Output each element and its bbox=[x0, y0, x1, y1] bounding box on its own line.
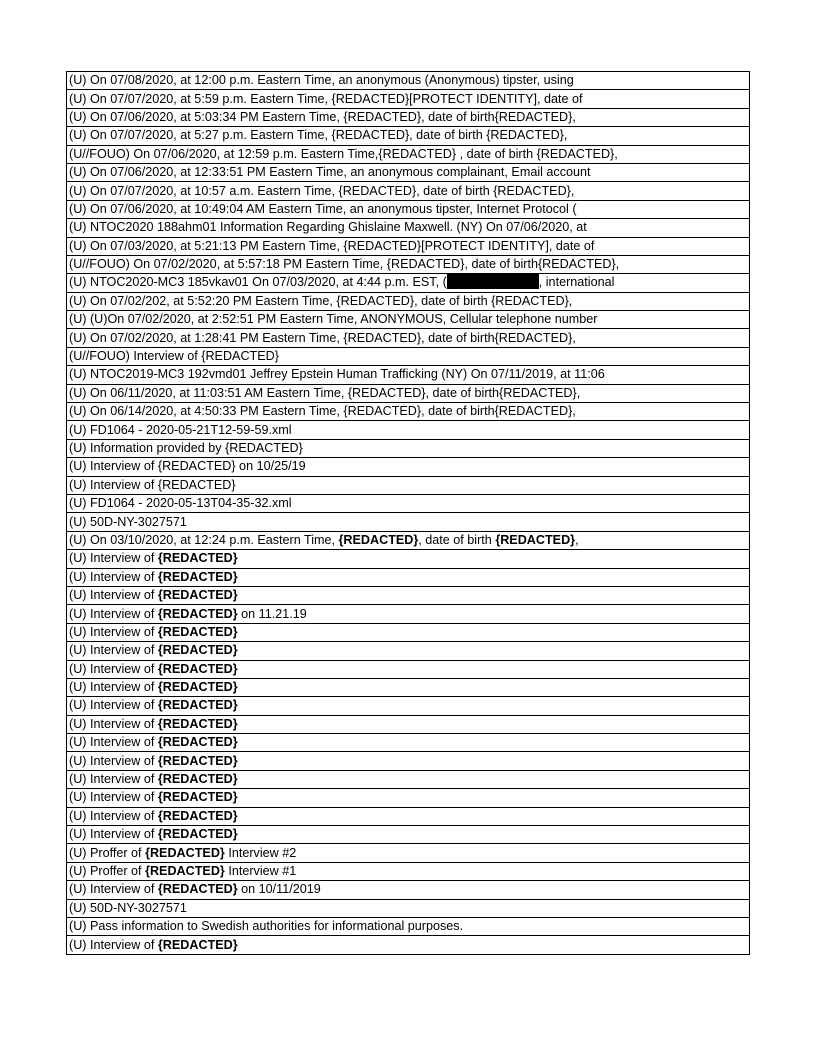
record-text: (U) Interview of bbox=[69, 680, 158, 695]
table-row bbox=[67, 752, 750, 770]
record-text: (U) Interview of bbox=[69, 698, 158, 713]
records-table-body bbox=[67, 72, 750, 955]
record-cell bbox=[67, 513, 750, 531]
record-cell bbox=[67, 642, 750, 660]
redacted-label: {REDACTED} bbox=[157, 624, 238, 639]
table-row bbox=[67, 347, 750, 365]
table-row bbox=[67, 807, 750, 825]
record-text: (U) On 07/02/202, at 5:52:20 PM Eastern Time, {REDACTED}, date of birth {REDACTED}, bbox=[69, 293, 573, 308]
table-row bbox=[67, 311, 750, 329]
table-row bbox=[67, 403, 750, 421]
record-text: (U) Interview of {REDACTED} bbox=[69, 477, 236, 492]
record-text: (U) Proffer of bbox=[69, 863, 146, 878]
redacted-label: {REDACTED} bbox=[157, 643, 238, 658]
record-cell bbox=[67, 421, 750, 439]
record-text: (U) On 07/02/2020, at 1:28:41 PM Eastern Time, {REDACTED}, date of birth{REDACTED}, bbox=[69, 330, 576, 345]
record-cell bbox=[67, 403, 750, 421]
redacted-label: {REDACTED} bbox=[157, 735, 238, 750]
record-cell bbox=[67, 90, 750, 108]
record-text: (U) On 06/14/2020, at 4:50:33 PM Eastern Time, {REDACTED}, date of birth{REDACTED}, bbox=[69, 404, 576, 419]
record-text: (U) (U)On 07/02/2020, at 2:52:51 PM Eastern Time, ANONYMOUS, Cellular telephone number bbox=[69, 312, 598, 327]
redacted-label: {REDACTED} bbox=[157, 551, 238, 566]
table-row bbox=[67, 127, 750, 145]
table-row bbox=[67, 586, 750, 604]
table-row bbox=[67, 642, 750, 660]
redacted-label: {REDACTED} bbox=[338, 532, 419, 547]
table-row bbox=[67, 200, 750, 218]
record-text: (U) Interview of bbox=[69, 551, 158, 566]
redacted-label: {REDACTED} bbox=[157, 698, 238, 713]
table-row bbox=[67, 439, 750, 457]
record-cell bbox=[67, 881, 750, 899]
redacted-label: {REDACTED} bbox=[157, 753, 238, 768]
record-cell bbox=[67, 384, 750, 402]
table-row bbox=[67, 734, 750, 752]
record-cell bbox=[67, 752, 750, 770]
record-text: (U) Interview of bbox=[69, 827, 158, 842]
record-cell bbox=[67, 623, 750, 641]
redacted-label: {REDACTED} bbox=[145, 863, 225, 878]
table-row bbox=[67, 862, 750, 880]
record-text: , date of birth bbox=[418, 532, 496, 547]
table-row bbox=[67, 531, 750, 549]
record-cell bbox=[67, 697, 750, 715]
record-text: (U) On 07/06/2020, at 5:03:34 PM Eastern Time, {REDACTED}, date of birth{REDACTED}, bbox=[69, 109, 576, 124]
record-text: (U) Interview of bbox=[69, 661, 158, 676]
redaction-block bbox=[447, 274, 539, 289]
table-row bbox=[67, 789, 750, 807]
record-text: (U) NTOC2020 188ahm01 Information Regarding Ghislaine Maxwell. (NY) On 07/06/2020, at bbox=[69, 220, 587, 235]
record-cell bbox=[67, 917, 750, 935]
record-text: , international bbox=[538, 275, 615, 290]
record-text: (U) Interview of bbox=[69, 753, 158, 768]
table-row bbox=[67, 936, 750, 954]
table-row bbox=[67, 237, 750, 255]
record-cell bbox=[67, 807, 750, 825]
record-cell bbox=[67, 678, 750, 696]
table-row bbox=[67, 568, 750, 586]
record-cell bbox=[67, 826, 750, 844]
table-row bbox=[67, 108, 750, 126]
record-text: (U) On 07/03/2020, at 5:21:13 PM Eastern Time, {REDACTED}[PROTECT IDENTITY], date of bbox=[69, 238, 595, 253]
record-text: (U) Interview of bbox=[69, 790, 158, 805]
record-text: (U) NTOC2019-MC3 192vmd01 Jeffrey Epstein Human Trafficking (NY) On 07/11/2019, at 11:06 bbox=[69, 367, 605, 382]
record-text: (U) Pass information to Swedish authorities for informational purposes. bbox=[69, 919, 464, 934]
record-text: , bbox=[575, 532, 579, 547]
record-cell bbox=[67, 237, 750, 255]
redacted-label: {REDACTED} bbox=[157, 808, 238, 823]
record-cell bbox=[67, 844, 750, 862]
table-row bbox=[67, 72, 750, 90]
redacted-label: {REDACTED} bbox=[495, 532, 576, 547]
redacted-label: {REDACTED} bbox=[157, 827, 238, 842]
redacted-label: {REDACTED} bbox=[157, 716, 238, 731]
record-text: (U) FD1064 - 2020-05-13T04-35-32.xml bbox=[69, 496, 292, 511]
record-cell bbox=[67, 292, 750, 310]
table-row bbox=[67, 366, 750, 384]
redacted-label: {REDACTED} bbox=[157, 588, 238, 603]
table-row bbox=[67, 513, 750, 531]
record-text: (U) Information provided by {REDACTED} bbox=[69, 441, 303, 455]
record-cell bbox=[67, 311, 750, 329]
record-cell bbox=[67, 200, 750, 218]
record-cell bbox=[67, 568, 750, 586]
records-table bbox=[66, 71, 750, 955]
record-text: (U) On 07/07/2020, at 5:59 p.m. Eastern Time, {REDACTED}[PROTECT IDENTITY], date of bbox=[69, 91, 583, 106]
record-cell bbox=[67, 145, 750, 163]
record-cell bbox=[67, 366, 750, 384]
table-row bbox=[67, 476, 750, 494]
record-cell bbox=[67, 347, 750, 365]
redacted-label: {REDACTED} bbox=[157, 772, 238, 787]
table-row bbox=[67, 605, 750, 623]
redacted-label: {REDACTED} bbox=[145, 845, 225, 860]
record-cell bbox=[67, 550, 750, 568]
record-cell bbox=[67, 108, 750, 126]
record-text: on 10/11/2019 bbox=[237, 882, 321, 897]
record-cell bbox=[67, 163, 750, 181]
record-cell bbox=[67, 127, 750, 145]
table-row bbox=[67, 899, 750, 917]
table-row bbox=[67, 329, 750, 347]
redacted-label: {REDACTED} bbox=[157, 680, 238, 695]
table-row bbox=[67, 678, 750, 696]
record-text: (U) Interview of bbox=[69, 735, 158, 750]
record-cell bbox=[67, 182, 750, 200]
record-text: (U) 50D-NY-3027571 bbox=[69, 900, 187, 915]
redacted-label: {REDACTED} bbox=[157, 661, 238, 676]
table-row bbox=[67, 550, 750, 568]
table-row bbox=[67, 715, 750, 733]
record-text: (U) FD1064 - 2020-05-21T12-59-59.xml bbox=[69, 422, 292, 437]
table-row bbox=[67, 881, 750, 899]
record-cell bbox=[67, 476, 750, 494]
record-text: (U) On 07/06/2020, at 10:49:04 AM Eastern Time, an anonymous tipster, Internet Protocol ( bbox=[69, 201, 577, 216]
record-text: (U) On 07/08/2020, at 12:00 p.m. Eastern Time, an anonymous (Anonymous) tipster, using bbox=[69, 73, 574, 88]
table-row bbox=[67, 274, 750, 292]
table-row bbox=[67, 90, 750, 108]
redacted-label: {REDACTED} bbox=[157, 790, 238, 805]
redacted-label: {REDACTED} bbox=[157, 882, 238, 897]
record-text: (U) Interview of bbox=[69, 882, 158, 897]
record-text: (U) On 06/11/2020, at 11:03:51 AM Eastern Time, {REDACTED}, date of birth{REDACTED}, bbox=[69, 385, 581, 400]
table-row bbox=[67, 844, 750, 862]
record-text: (U) Interview of bbox=[69, 624, 158, 639]
record-text: (U) Interview of bbox=[69, 569, 158, 584]
record-text: Interview #1 bbox=[224, 863, 297, 878]
table-row bbox=[67, 145, 750, 163]
table-row bbox=[67, 384, 750, 402]
table-row bbox=[67, 826, 750, 844]
table-row bbox=[67, 163, 750, 181]
record-cell bbox=[67, 899, 750, 917]
record-text: (U) Interview of bbox=[69, 808, 158, 823]
table-row bbox=[67, 697, 750, 715]
record-cell bbox=[67, 329, 750, 347]
record-cell bbox=[67, 494, 750, 512]
table-row bbox=[67, 770, 750, 788]
table-row bbox=[67, 421, 750, 439]
record-text: (U) NTOC2020-MC3 185vkav01 On 07/03/2020, at 4:44 p.m. EST, ( bbox=[69, 275, 447, 290]
table-row bbox=[67, 292, 750, 310]
record-text: (U) Interview of {REDACTED} on 10/25/19 bbox=[69, 459, 306, 474]
redacted-label: {REDACTED} bbox=[157, 606, 238, 621]
record-text: (U) 50D-NY-3027571 bbox=[69, 514, 187, 529]
record-text: (U) On 07/06/2020, at 12:33:51 PM Eastern Time, an anonymous complainant, Email account bbox=[69, 165, 591, 180]
record-cell bbox=[67, 660, 750, 678]
record-text: (U) Interview of bbox=[69, 606, 158, 621]
record-cell bbox=[67, 219, 750, 237]
record-cell bbox=[67, 586, 750, 604]
record-cell bbox=[67, 734, 750, 752]
record-cell bbox=[67, 439, 750, 457]
record-cell bbox=[67, 458, 750, 476]
record-cell bbox=[67, 936, 750, 954]
record-cell bbox=[67, 789, 750, 807]
record-cell bbox=[67, 531, 750, 549]
record-text: (U//FOUO) On 07/06/2020, at 12:59 p.m. Eastern Time,{REDACTED} , date of birth {REDACTED}, bbox=[69, 146, 618, 161]
record-text: (U//FOUO) On 07/02/2020, at 5:57:18 PM Eastern Time, {REDACTED}, date of birth{REDACTED}, bbox=[69, 257, 620, 272]
table-row bbox=[67, 917, 750, 935]
table-row bbox=[67, 255, 750, 273]
table-row bbox=[67, 182, 750, 200]
record-cell bbox=[67, 715, 750, 733]
record-text: (U) Interview of bbox=[69, 937, 158, 952]
table-row bbox=[67, 494, 750, 512]
record-cell bbox=[67, 605, 750, 623]
record-text: (U) Interview of bbox=[69, 772, 158, 787]
record-cell bbox=[67, 862, 750, 880]
table-row bbox=[67, 623, 750, 641]
redacted-label: {REDACTED} bbox=[157, 937, 238, 952]
record-text: (U//FOUO) Interview of {REDACTED} bbox=[69, 349, 279, 364]
record-text: (U) On 03/10/2020, at 12:24 p.m. Eastern Time, bbox=[69, 532, 339, 547]
table-row bbox=[67, 458, 750, 476]
record-text: (U) Interview of bbox=[69, 716, 158, 731]
record-text: (U) Interview of bbox=[69, 588, 158, 603]
record-cell bbox=[67, 255, 750, 273]
record-text: on 11.21.19 bbox=[237, 606, 307, 621]
redacted-label: {REDACTED} bbox=[157, 569, 238, 584]
record-text: (U) Interview of bbox=[69, 643, 158, 658]
table-row bbox=[67, 219, 750, 237]
record-cell bbox=[67, 72, 750, 90]
record-text: (U) On 07/07/2020, at 10:57 a.m. Eastern Time, {REDACTED}, date of birth {REDACTED}, bbox=[69, 183, 575, 198]
record-text: Interview #2 bbox=[224, 845, 297, 860]
record-text: (U) On 07/07/2020, at 5:27 p.m. Eastern Time, {REDACTED}, date of birth {REDACTED}, bbox=[69, 128, 568, 143]
record-text: (U) Proffer of bbox=[69, 845, 146, 860]
record-cell bbox=[67, 274, 750, 292]
table-row bbox=[67, 660, 750, 678]
record-cell bbox=[67, 770, 750, 788]
